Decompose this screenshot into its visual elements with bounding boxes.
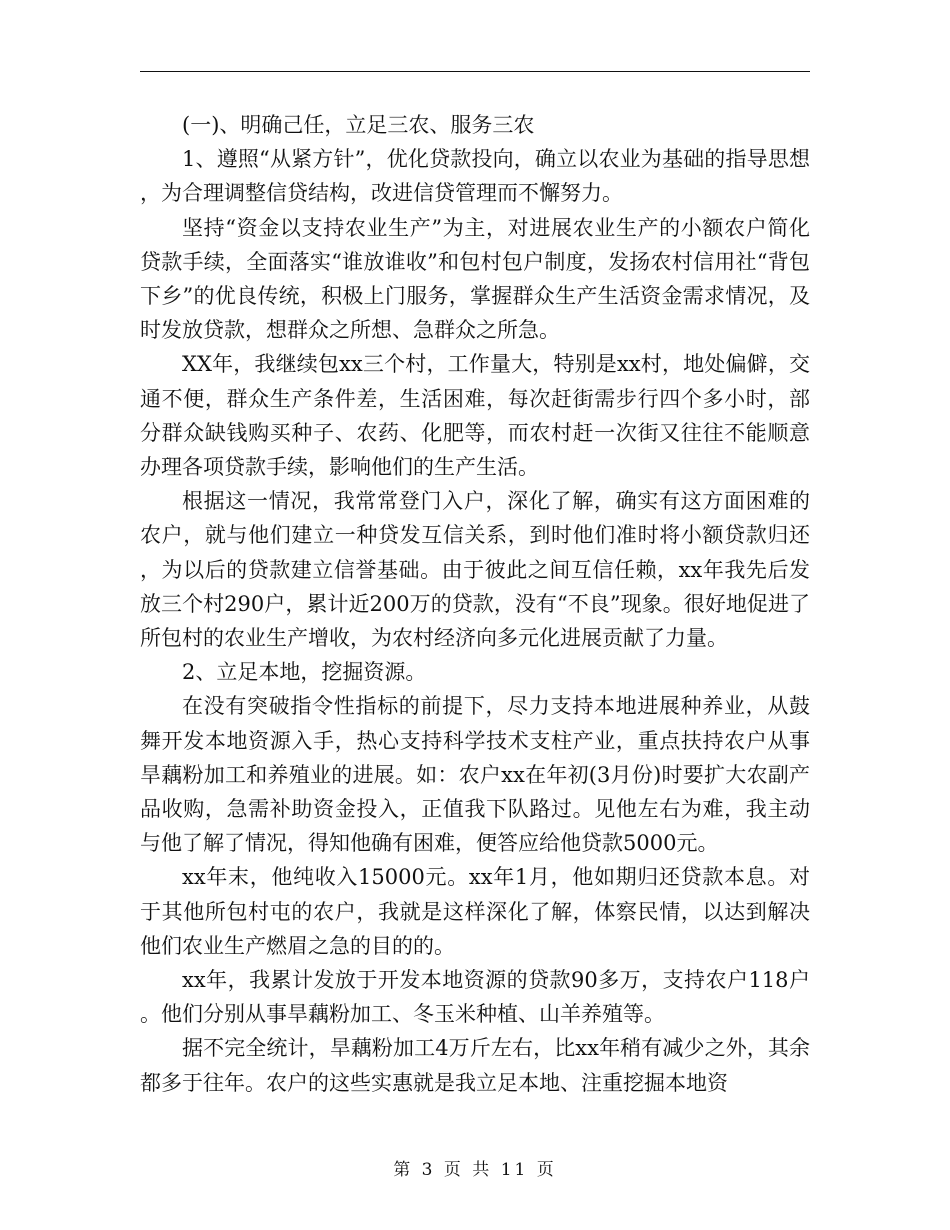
- paragraph: 据不完全统计，旱藕粉加工4万斤左右，比xx年稍有减少之外，其余都多于往年。农户的这些实惠就是我立足本地、注重挖掘本地资: [140, 1036, 810, 1095]
- paragraph: xx年末，他纯收入15000元。xx年1月，他如期归还贷款本息。对于其他所包村屯的农户，我就是这样深化了解，体察民情，以达到解决他们农业生产燃眉之急的目的的。: [140, 865, 810, 958]
- header-rule: [140, 71, 810, 72]
- paragraph: 坚持“资金以支持农业生产”为主，对进展农业生产的小额农户简化贷款手续，全面落实“谁放谁收”和包村包户制度，发扬农村信用社“背包下乡”的优良传统，积极上门服务，掌握群众生产生活资金需求情况，及时发放贷款，想群众之所想、急群众之所急。: [140, 215, 810, 343]
- section-heading: (一)、明确己任，立足三农、服务三农: [182, 113, 535, 137]
- paragraph: 1、遵照“从紧方针”，优化贷款投向，确立以农业为基础的指导思想，为合理调整信贷结构，改进信贷管理而不懈努力。: [140, 147, 810, 206]
- paragraph: 在没有突破指令性指标的前提下，尽力支持本地进展种养业，从鼓舞开发本地资源入手，热心支持科学技术支柱产业，重点扶持农户从事旱藕粉加工和养殖业的进展。如：农户xx在年初(3月份)时要扩大农副产品收购，急需补助资金投入，正值我下队路过。见他左右为难，我主动与他了解了情况，得知他确有困难，便答应给他贷款5000元。: [140, 694, 810, 856]
- paragraph: 根据这一情况，我常常登门入户，深化了解，确实有这方面困难的农户，就与他们建立一种贷发互信关系，到时他们准时将小额贷款归还，为以后的贷款建立信誉基础。由于彼此之间互信任赖，xx年我先后发放三个村290户，累计近200万的贷款，没有“不良”现象。很好地促进了所包村的农业生产增收，为农村经济向多元化进展贡献了力量。: [140, 489, 810, 651]
- paragraph: xx年，我累计发放于开发本地资源的贷款90多万，支持农户118户。他们分别从事旱藕粉加工、冬玉米种植、山羊养殖等。: [140, 968, 810, 1027]
- document-body: [140, 108, 810, 1100]
- subsection-heading: 2、立足本地，挖掘资源。: [182, 660, 427, 685]
- page-number-footer: 第 3 页 共 11 页: [393, 1160, 557, 1180]
- paragraph: XX年，我继续包xx三个村，工作量大，特别是xx村，地处偏僻，交通不便，群众生产条件差，生活困难，每次赶街需步行四个多小时，部分群众缺钱购买种子、农药、化肥等，而农村赶一次街又往往不能顺意办理各项贷款手续，影响他们的生产生活。: [140, 352, 810, 480]
